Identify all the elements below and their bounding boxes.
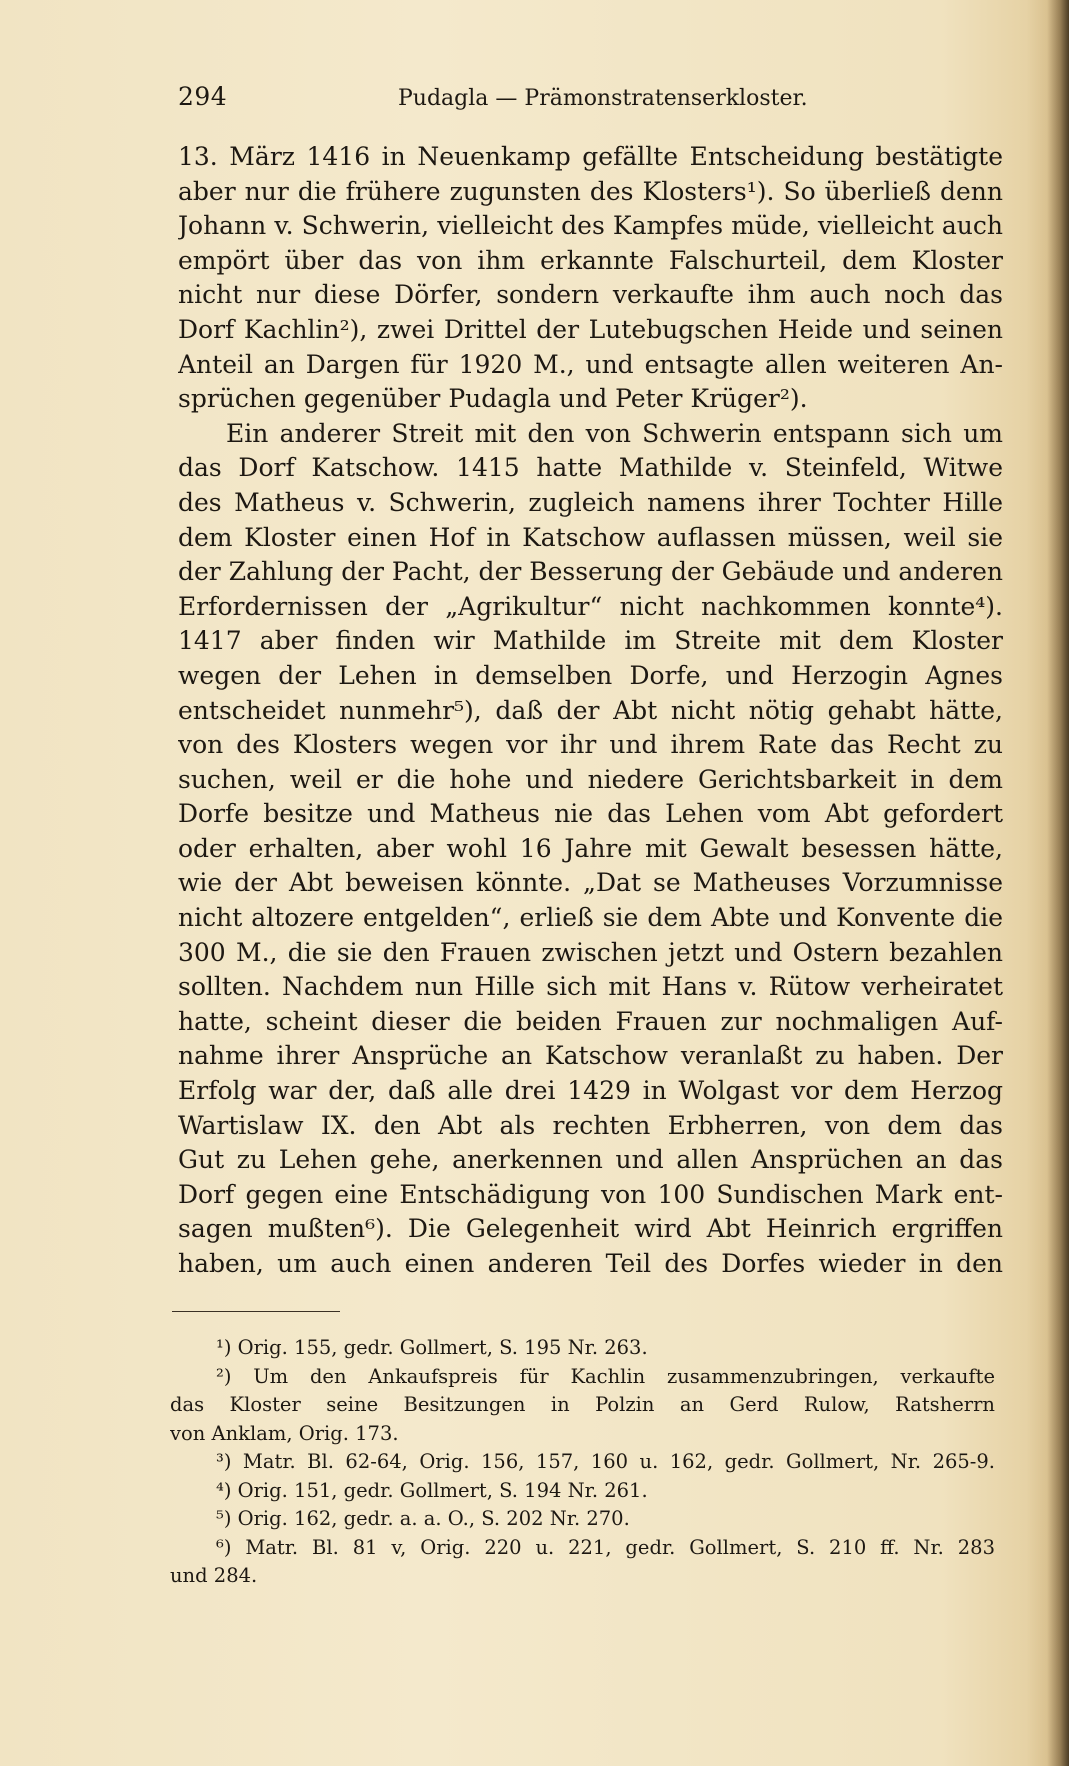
body-line: des Matheus v. Schwerin, zugleich namens ihrer Tochter Hille (178, 487, 1003, 517)
body-line: wegen der Lehen in demselben Dorfe, und Herzogin Agnes (178, 660, 1003, 690)
page-number: 294 (178, 82, 228, 111)
body-line: Erfordernissen der „Agrikultur“ nicht nachkommen konnte⁴). (178, 591, 1003, 621)
body-line: empört über das von ihm erkannte Falschurteil, dem Kloster (178, 245, 1003, 275)
body-line: nahme ihrer Ansprüche an Katschow veranlaßt zu haben. Der (178, 1041, 1003, 1071)
footnote-line: ²) Um den Ankaufspreis für Kachlin zusammenzubringen, verkaufte (216, 1364, 995, 1388)
footnote-line: von Anklam, Orig. 173. (170, 1421, 399, 1445)
footnote-line: ⁶) Matr. Bl. 81 v, Orig. 220 u. 221, gedr. Gollmert, S. 210 ff. Nr. 283 (216, 1535, 995, 1559)
body-line: entscheidet nunmehr⁵), daß der Abt nicht nötig gehabt hätte, (178, 695, 1003, 725)
body-line: Ein anderer Streit mit den von Schwerin entspann sich um (226, 418, 1003, 448)
footnotes (170, 1334, 995, 1591)
page-header (178, 82, 818, 122)
body-line: sagen mußten⁶). Die Gelegenheit wird Abt Heinrich ergriffen (178, 1214, 1003, 1244)
body-line: Dorfe besitze und Matheus nie das Lehen vom Abt gefordert (178, 799, 1003, 829)
body-line: suchen, weil er die hohe und niedere Gerichtsbarkeit in dem (178, 764, 1003, 794)
body-line: haben, um auch einen anderen Teil des Dorfes wieder in den (178, 1249, 1003, 1278)
body-line: 13. März 1416 in Neuenkamp gefällte Entscheidung bestätigte (178, 142, 1003, 171)
footnote-rule (172, 1311, 340, 1312)
footnote-line: ⁴) Orig. 151, gedr. Gollmert, S. 194 Nr. 261. (216, 1478, 648, 1502)
body-line: Erfolg war der, daß alle drei 1429 in Wolgast vor dem Herzog (178, 1076, 1003, 1106)
body-line: aber nur die frühere zugunsten des Klosters¹). So überließ denn (178, 176, 1003, 206)
body-line: Wartislaw IX. den Abt als rechten Erbherren, von dem das (178, 1110, 1003, 1140)
body-line: Dorf Kachlin²), zwei Drittel der Lutebugschen Heide und seinen (178, 314, 1003, 344)
body-text (178, 140, 1003, 1282)
body-line: Dorf gegen eine Entschädigung von 100 Sundischen Mark ent- (178, 1179, 1003, 1209)
body-line: Johann v. Schwerin, vielleicht des Kampfes müde, vielleicht auch (178, 211, 1003, 241)
footnote-line: ¹) Orig. 155, gedr. Gollmert, S. 195 Nr. 263. (216, 1336, 648, 1359)
body-line: hatte, scheint dieser die beiden Frauen zur nochmaligen Auf- (178, 1006, 1003, 1036)
body-line: 1417 aber finden wir Mathilde im Streite mit dem Kloster (178, 626, 1003, 656)
running-head: Pudagla — Prämonstratenserkloster. (398, 86, 808, 111)
body-line: wie der Abt beweisen könnte. „Dat se Matheuses Vorzumnisse (178, 868, 1003, 898)
footnote-line: ³) Matr. Bl. 62-64, Orig. 156, 157, 160 u. 162, gedr. Gollmert, Nr. 265-9. (216, 1450, 995, 1473)
body-line: das Dorf Katschow. 1415 hatte Mathilde v. Steinfeld, Witwe (178, 453, 1003, 483)
body-line: Gut zu Lehen gehe, anerkennen und allen Ansprüchen an das (178, 1145, 1003, 1175)
body-line: oder erhalten, aber wohl 16 Jahre mit Gewalt besessen hätte, (178, 833, 1003, 863)
body-line: dem Kloster einen Hof in Katschow auflassen müssen, weil sie (178, 522, 1003, 552)
footnote-line: ⁵) Orig. 162, gedr. a. a. O., S. 202 Nr. 270. (216, 1507, 630, 1530)
footnote-line: und 284. (170, 1564, 258, 1587)
body-line: von des Klosters wegen vor ihr und ihrem Rate das Recht zu (178, 730, 1003, 760)
body-line: Anteil an Dargen für 1920 M., und entsagte allen weiteren An- (178, 349, 1003, 379)
body-line: nicht altozere entgelden“, erließ sie dem Abte und Konvente die (178, 903, 1003, 933)
body-line: sollten. Nachdem nun Hille sich mit Hans v. Rütow verheiratet (178, 972, 1003, 1002)
body-line: nicht nur diese Dörfer, sondern verkaufte ihm auch noch das (178, 280, 1003, 310)
spine-shadow (1047, 0, 1069, 1766)
body-line: sprüchen gegenüber Pudagla und Peter Krüger²). (178, 384, 808, 414)
footnote-line: das Kloster seine Besitzungen in Polzin an Gerd Rulow, Ratsherrn (170, 1393, 995, 1416)
body-line: 300 M., die sie den Frauen zwischen jetzt und Ostern bezahlen (178, 937, 1003, 967)
body-line: der Zahlung der Pacht, der Besserung der Gebäude und anderen (178, 557, 1003, 587)
